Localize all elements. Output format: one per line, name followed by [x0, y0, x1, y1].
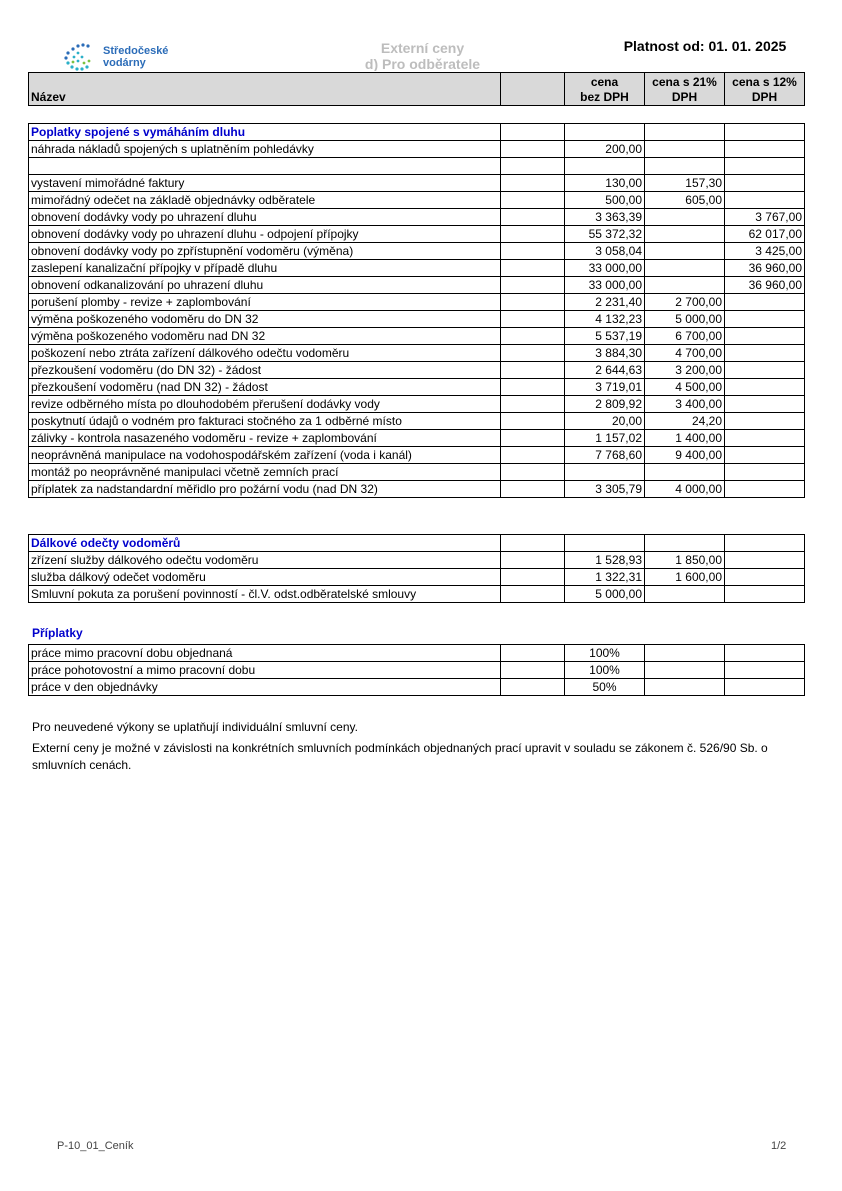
price-vat21-cell: 1 400,00: [645, 430, 725, 447]
empty-cell: [501, 379, 565, 396]
price-vat12-cell: [725, 345, 805, 362]
item-name-cell: příplatek za nadstandardní měřidlo pro požární vodu (nad DN 32): [29, 481, 501, 498]
item-name-cell: práce pohotovostní a mimo pracovní dobu: [29, 662, 501, 679]
price-vat21-cell: [645, 260, 725, 277]
table-row: [29, 430, 805, 447]
price-cell: 1 322,31: [565, 569, 645, 586]
price-cell: 33 000,00: [565, 260, 645, 277]
item-name-cell: přezkoušení vodoměru (nad DN 32) - žádost: [29, 379, 501, 396]
price-vat12-cell: [725, 662, 805, 679]
empty-cell: [501, 192, 565, 209]
price-vat21-cell: 24,20: [645, 413, 725, 430]
table-row: [29, 345, 805, 362]
empty-cell: [501, 662, 565, 679]
empty-cell: [501, 260, 565, 277]
price-vat12-cell: [725, 413, 805, 430]
column-header-table: [28, 72, 805, 106]
price-vat12-cell: 62 017,00: [725, 226, 805, 243]
price-vat12-cell: [725, 294, 805, 311]
price-cell: 5 000,00: [565, 586, 645, 603]
empty-cell: [501, 158, 565, 175]
price-vat21-cell: 157,30: [645, 175, 725, 192]
price-vat12-cell: [725, 645, 805, 662]
empty-cell: [501, 226, 565, 243]
price-cell: 7 768,60: [565, 447, 645, 464]
price-vat12-cell: [725, 175, 805, 192]
item-name-cell: obnovení dodávky vody po uhrazení dluhu - odpojení přípojky: [29, 226, 501, 243]
price-vat12-cell: [725, 311, 805, 328]
table-row: [29, 679, 805, 696]
price-vat21-cell: 3 400,00: [645, 396, 725, 413]
price-cell: 4 132,23: [565, 311, 645, 328]
table-row: [29, 226, 805, 243]
item-name-cell: služba dálkový odečet vodoměru: [29, 569, 501, 586]
price-cell: 20,00: [565, 413, 645, 430]
item-name-cell: obnovení dodávky vody po uhrazení dluhu: [29, 209, 501, 226]
remote-reading-table: [28, 534, 805, 603]
price-vat12-cell: [725, 569, 805, 586]
price-vat21-cell: [645, 277, 725, 294]
price-vat12-cell: [725, 396, 805, 413]
price-vat21-cell: 1 850,00: [645, 552, 725, 569]
price-vat21-cell: 6 700,00: [645, 328, 725, 345]
price-vat21-cell: [645, 141, 725, 158]
section-title-debt-fees: Poplatky spojené s vymáháním dluhu: [29, 124, 501, 141]
section-cell: [645, 535, 725, 552]
price-vat21-cell: [645, 662, 725, 679]
column-name-header: Název: [29, 73, 501, 106]
table-row: [29, 311, 805, 328]
empty-cell: [501, 396, 565, 413]
table-row: [29, 552, 805, 569]
note-price-adjustment: Externí ceny je možné v závislosti na konkrétních smluvních podmínkách objednaných prací upravit v souladu se zákonem č. 526/90 Sb. o smluvních cenách.: [32, 741, 768, 772]
item-name-cell: zřízení služby dálkového odečtu vodoměru: [29, 552, 501, 569]
empty-cell: [501, 464, 565, 481]
table-row: [29, 413, 805, 430]
column-price-line2: bez DPH: [580, 90, 629, 104]
empty-cell: [501, 679, 565, 696]
logo-dots-icon: [62, 42, 100, 72]
price-vat21-cell: [645, 586, 725, 603]
table-row: [29, 141, 805, 158]
section-cell: [725, 124, 805, 141]
price-cell: 500,00: [565, 192, 645, 209]
price-vat12-cell: 3 425,00: [725, 243, 805, 260]
section-cell: [501, 535, 565, 552]
price-vat21-cell: [645, 679, 725, 696]
item-name-cell: práce mimo pracovní dobu objednaná: [29, 645, 501, 662]
price-vat21-cell: [645, 464, 725, 481]
price-vat12-cell: [725, 141, 805, 158]
price-vat12-cell: [725, 430, 805, 447]
price-cell: 2 809,92: [565, 396, 645, 413]
price-cell: 55 372,32: [565, 226, 645, 243]
section-cell: [565, 124, 645, 141]
price-cell: 33 000,00: [565, 277, 645, 294]
column-vat21-header: [645, 73, 725, 106]
empty-cell: [501, 430, 565, 447]
note-individual-prices: Pro neuvedené výkony se uplatňují individuální smluvní ceny.: [32, 720, 358, 734]
table-row: [29, 481, 805, 498]
section-cell: [725, 535, 805, 552]
price-vat12-cell: 3 767,00: [725, 209, 805, 226]
column-price-header: [565, 73, 645, 106]
column-empty-header: [501, 73, 565, 106]
item-name-cell: výměna poškozeného vodoměru nad DN 32: [29, 328, 501, 345]
price-cell: [565, 464, 645, 481]
footer-document-code: P-10_01_Ceník: [57, 1140, 134, 1152]
price-vat21-cell: 4 500,00: [645, 379, 725, 396]
table-row: [29, 294, 805, 311]
price-cell: 3 363,39: [565, 209, 645, 226]
table-row: [29, 243, 805, 260]
section-cell: [565, 535, 645, 552]
table-row: [29, 379, 805, 396]
item-name-cell: vystavení mimořádné faktury: [29, 175, 501, 192]
column-vat12-line2: DPH: [751, 90, 778, 104]
item-name-cell: výměna poškozeného vodoměru do DN 32: [29, 311, 501, 328]
table-row: [29, 192, 805, 209]
item-name-cell: zaslepení kanalizační přípojky v případě dluhu: [29, 260, 501, 277]
price-vat12-cell: [725, 679, 805, 696]
price-vat21-cell: 4 700,00: [645, 345, 725, 362]
document-title: [340, 40, 505, 71]
price-vat21-cell: 1 600,00: [645, 569, 725, 586]
empty-cell: [501, 277, 565, 294]
section-title-remote-reading: Dálkové odečty vodoměrů: [29, 535, 501, 552]
surcharges-table: [28, 644, 805, 696]
price-vat21-cell: 9 400,00: [645, 447, 725, 464]
table-row: [29, 447, 805, 464]
company-logo: [62, 42, 182, 72]
price-vat12-cell: [725, 362, 805, 379]
price-vat12-cell: 36 960,00: [725, 277, 805, 294]
table-row: [29, 362, 805, 379]
price-vat12-cell: [725, 586, 805, 603]
price-cell: 100%: [565, 645, 645, 662]
item-name-cell: neoprávněná manipulace na vodohospodářském zařízení (voda i kanál): [29, 447, 501, 464]
price-cell: 2 644,63: [565, 362, 645, 379]
price-cell: 200,00: [565, 141, 645, 158]
item-name-cell: revize odběrného místa po dlouhodobém přerušení dodávky vody: [29, 396, 501, 413]
price-vat21-cell: 5 000,00: [645, 311, 725, 328]
table-row: [29, 209, 805, 226]
empty-cell: [501, 552, 565, 569]
table-row: [29, 396, 805, 413]
empty-cell: [501, 447, 565, 464]
column-vat21-line2: DPH: [671, 90, 698, 104]
table-row: [29, 158, 805, 175]
table-row: [29, 175, 805, 192]
price-cell: 3 058,04: [565, 243, 645, 260]
price-cell: 100%: [565, 662, 645, 679]
price-vat12-cell: 36 960,00: [725, 260, 805, 277]
price-vat21-cell: [645, 645, 725, 662]
empty-cell: [501, 345, 565, 362]
price-cell: 1 157,02: [565, 430, 645, 447]
price-vat21-cell: 3 200,00: [645, 362, 725, 379]
price-cell: [565, 158, 645, 175]
empty-cell: [501, 586, 565, 603]
column-price-line1: cena: [590, 75, 619, 89]
item-name-cell: práce v den objednávky: [29, 679, 501, 696]
item-name-cell: Smluvní pokuta za porušení povinností - čl.V. odst.odběratelské smlouvy: [29, 586, 501, 603]
price-vat21-cell: [645, 226, 725, 243]
price-vat12-cell: [725, 192, 805, 209]
empty-cell: [501, 328, 565, 345]
table-row: [29, 645, 805, 662]
table-row: [29, 464, 805, 481]
item-name-cell: obnovení odkanalizování po uhrazení dluhu: [29, 277, 501, 294]
price-vat21-cell: 4 000,00: [645, 481, 725, 498]
logo-text-line2: vodárny: [103, 57, 146, 69]
price-cell: 2 231,40: [565, 294, 645, 311]
empty-cell: [501, 481, 565, 498]
price-cell: 3 719,01: [565, 379, 645, 396]
price-vat12-cell: [725, 464, 805, 481]
item-name-cell: přezkoušení vodoměru (do DN 32) - žádost: [29, 362, 501, 379]
price-vat21-cell: 2 700,00: [645, 294, 725, 311]
column-vat21-line1: cena s 21%: [652, 75, 717, 89]
empty-cell: [501, 413, 565, 430]
document-title-line1: Externí ceny: [380, 40, 465, 56]
item-name-cell: poskytnutí údajů o vodném pro fakturaci stočného za 1 odběrné místo: [29, 413, 501, 430]
table-row: [29, 277, 805, 294]
price-cell: 3 305,79: [565, 481, 645, 498]
debt-fees-table: [28, 123, 805, 498]
price-vat12-cell: [725, 328, 805, 345]
price-cell: 50%: [565, 679, 645, 696]
price-vat12-cell: [725, 379, 805, 396]
price-vat12-cell: [725, 552, 805, 569]
price-vat21-cell: [645, 158, 725, 175]
logo-text-line1: Středočeské: [103, 45, 169, 57]
empty-cell: [501, 645, 565, 662]
section-cell: [501, 124, 565, 141]
price-cell: 1 528,93: [565, 552, 645, 569]
empty-cell: [501, 362, 565, 379]
item-name-cell: [29, 158, 501, 175]
price-cell: 3 884,30: [565, 345, 645, 362]
price-vat21-cell: [645, 209, 725, 226]
table-row: [29, 586, 805, 603]
item-name-cell: obnovení dodávky vody po zpřístupnění vodoměru (výměna): [29, 243, 501, 260]
item-name-cell: porušení plomby - revize + zaplombování: [29, 294, 501, 311]
item-name-cell: mimořádný odečet na základě objednávky odběratele: [29, 192, 501, 209]
price-vat21-cell: 605,00: [645, 192, 725, 209]
item-name-cell: poškození nebo ztráta zařízení dálkového odečtu vodoměru: [29, 345, 501, 362]
empty-cell: [501, 141, 565, 158]
table-row: [29, 260, 805, 277]
price-vat12-cell: [725, 158, 805, 175]
section-cell: [645, 124, 725, 141]
table-row: [29, 662, 805, 679]
document-title-line2: d) Pro odběratele: [364, 56, 481, 71]
item-name-cell: zálivky - kontrola nasazeného vodoměru - revize + zaplombování: [29, 430, 501, 447]
price-vat12-cell: [725, 447, 805, 464]
empty-cell: [501, 175, 565, 192]
price-cell: 5 537,19: [565, 328, 645, 345]
footer-page-number: 1/2: [771, 1140, 787, 1152]
table-row: [29, 328, 805, 345]
column-vat12-header: [725, 73, 805, 106]
empty-cell: [501, 569, 565, 586]
item-name-cell: montáž po neoprávněné manipulaci včetně zemních prací: [29, 464, 501, 481]
column-vat12-line1: cena s 12%: [732, 75, 797, 89]
empty-cell: [501, 311, 565, 328]
price-vat21-cell: [645, 243, 725, 260]
empty-cell: [501, 243, 565, 260]
price-cell: 130,00: [565, 175, 645, 192]
section-title-surcharges: Příplatky: [32, 626, 83, 640]
empty-cell: [501, 294, 565, 311]
table-row: [29, 569, 805, 586]
validity-date: Platnost od: 01. 01. 2025: [623, 38, 787, 54]
item-name-cell: náhrada nákladů spojených s uplatněním pohledávky: [29, 141, 501, 158]
empty-cell: [501, 209, 565, 226]
price-vat12-cell: [725, 481, 805, 498]
